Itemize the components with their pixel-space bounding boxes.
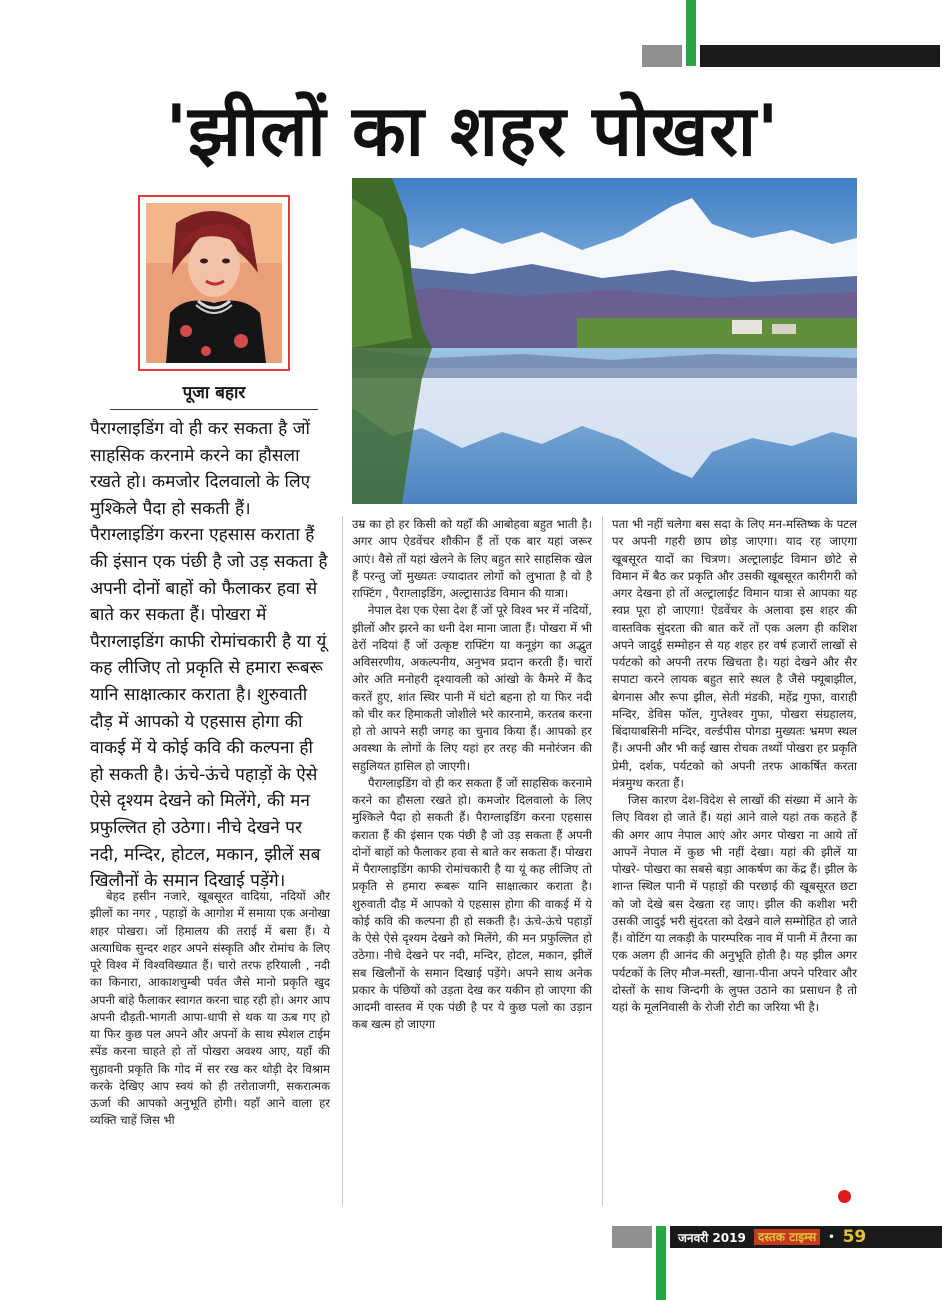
author-photo	[146, 203, 282, 363]
issue-date: जनवरी 2019	[678, 1230, 746, 1245]
header-green-accent-bar	[686, 0, 696, 66]
author-photo-frame	[138, 195, 290, 371]
article-paragraph: बेहद हसीन नजारे, खूबसूरत वादिया, नदियों और झीलों का नगर , पहाड़ों के आगोश में समाया एक अनोखा शहर पोखरा। जों हिमालय की तराई में बसा हैं। ये अत्याधिक सुन्दर शहर अपने संस्कृति और रोमांच के लिए पूरे विश्व में विश्वविख्यात हैं। चारो तरफ हरियाली , नदी का किनारा, आकाशचुम्बी पर्वत जैसे मानो प्रकृति खुद अपनी बांहे फैलाकर स्वागत करना चाह रही हो। अगर आप अपनी दौड़ती-भागती आपा-धापी से थक या ऊब गए हो या फिर कुछ पल अपने और अपनों के साथ स्पेशल टाईम स्पेंड करना चाहते हो तों पोखरा अवश्य आए, यहाँ की सुहावनी प्रकृति कि गोद में सर रख कर थोड़ी देर विश्राम करके देखिए आप स्वयं को ही तरोताजगी, सकरात्मक ऊर्जा की आपको अनुभूति होगी। यहाँ आने वाला हर व्यक्ति चाहें जिस भी	[90, 889, 330, 1128]
article-paragraph: पैराग्लाइडिंग वो ही कर सकता हैं जों साहसिक करनामे करने का हौसला रखते हो। कमजोर दिलवालो के लिए मुश्किले पैदा हो सकती हैं। पैराग्लाइडिंग करना एहसास कराता हैं की इंसान एक पंछी है जो उड़ सकता हैं अपनी दोनों बाहों को फैलाकर हवा से बाते कर सकता हैं। पोखरा में पैराग्लाइडिंग काफी रोमांचकारी है या यूं कह लीजिए तो प्रकृति से हमारा रूबरू यानि साक्षात्कार कराता है। शुरुवाती दौड़ में आपको ये एहसास होगा की वाकई में ये कोई कवि की कल्पना ही हो सकती है। ऊंचे-ऊंचे पहाड़ों के ऐसे ऐसे दृश्यम देखने को मिलेंगे, की मन प्रफुल्लित हो उठेगा। नीचे देखने पर नदी, मन्दिर, होटल, मकान, झीलें सब खिलौनों के समान दिखाई पड़ेंगे। अपने साथ अनेक प्रकार के पंछियों को उड़ता देख कर यकीन हो जाएगा की आदमी वास्तव में एक पंछी है पर ये कुछ पलो का उड़ान कब खत्म हो जाएगा	[352, 775, 592, 1032]
article-column-3	[612, 516, 857, 1016]
article-paragraph: उम्र का हो हर किसी को यहाँ की आबोहवा बहुत भाती है। अगर आप ऐडवेंचर शौकीन हैं तों एक बार यहां जरूर आएं। वैसे तों यहां खेलने के लिए बहुत सारे साहसिक खेल हैं परन्तु जों मुख्यतः ज्यादातर लोगों को लुभाता है वो है राफ्टिंग , पैराग्लाइडिंग, अल्ट्रासाउंड विमान की यात्रा।	[352, 517, 592, 600]
article-paragraph: जिस कारण देश-विदेश से लाखों की संख्या में आने के लिए विवश हो जाते हैं। यहां आने वाले यहां तक कहते हैं की अगर आप नेपाल आएं ओर अगर पोखरा ना आये तों आपनें नेपाल में कुछ भी नहीं देखा। यहां की झीलें या पोखरे- पोखरा का सबसे बड़ा आकर्षण का केंद्र हैं। झील के शान्त स्थिल पानी में पहाड़ों की परछाई की खूबसूरत छटा को जो देखे बस देखता रह जाए। झील की कशीश भरी उसकी जादुई भरी सुंदरता को देखने वाले सम्मोहित हो जाते हैं। वोटिंग या लकड़ी के पारम्परिक नाव में पानी में तैरना का एक अलग ही आनंद की अनुभूति होती है। यह झील अगर पर्यटकों के लिए मौज-मस्ती, खाना-पीना अपने परिवार और दोस्तों के साथ जिन्दगी के लुफ्त उठाने का प्रसाधन है तो यहां के मूलनिवासी के रोजी रोटी का जरिया भी है।	[612, 793, 857, 1014]
header-grey-block	[642, 45, 682, 67]
author-name: पूजा बहार	[110, 380, 318, 410]
pokhara-lake-photo	[352, 178, 857, 504]
article-column-2	[352, 516, 592, 1034]
header-black-bar	[700, 45, 940, 67]
lead-paragraph: पैराग्लाइडिंग वो ही कर सकता है जों साहसिक करनामे करने का हौसला रखते हो। कमजोर दिलवालो के लिए मुश्किले पैदा हो सकती हैं। पैराग्लाइडिंग करना एहसास कराता हैं की इंसान एक पंछी है जो उड़ सकता है अपनी दोनों बाहों को फैलाकर हवा से बाते कर सकता हैं। पोखरा में पैराग्लाइडिंग काफी रोमांचकारी है या यूं कह लीजिए तो प्रकृति से हमारा रूबरू यानि साक्षात्कार कराता है। शुरुवाती दौड़ में आपको ये एहसास होगा की वाकई में ये कोई कवि की कल्पना ही हो सकती है। ऊंचे-ऊंचे पहाड़ों के ऐसे ऐसे दृश्यम देखने को मिलेंगे, की मन प्रफुल्लित हो उठेगा। नीचे देखने पर नदी, मन्दिर, होटल, मकान, झीलें सब खिलौनों के समान दिखाई पड़ेंगे।	[90, 419, 328, 892]
article-paragraph: नेपाल देश एक ऐसा देश हैं जों पूरे विश्व भर में नदियों, झीलों और झरने का धनी देश माना जाता हैं। पोखरा में भी ढेरों नदियां हैं जों उत्कृष्ट राफ्टिंग या कनूइंग का अद्भुत अविसरणीय, अकल्पनीय, अनुभव प्रदान करती हैं। चारों ओर अति मनोहरी दृश्यावली को आंखो के कैमरे में कैद करतें हुए, शांत स्थिर पानी में घंटो बहना हो या फिर नदी को चीर कर हिमाकती जोशीले भरे कारनामे, करतब करना हो तो आपने सही जगह का चुनाव किया हैं। आपको हर अवस्था के लोगों के लिए यहां हर तरह की मनोरंजन की सहुलियत हासिल हो जाएगी।	[352, 603, 592, 773]
column-divider	[342, 516, 343, 1206]
footer-green-accent-bar	[656, 1226, 666, 1300]
article-column-1	[90, 888, 330, 1130]
footer-grey-block	[612, 1226, 652, 1248]
article-end-marker	[838, 1190, 851, 1203]
article-paragraph: पता भी नहीं चलेगा बस सदा के लिए मन-मस्तिष्क के पटल पर अपनी गहरी छाप छोड़ जाएगा। याद रह जाएगा खूबसूरत यादों का चित्रण। अल्ट्रालाईट विमान छोटे से विमान में बैठ कर प्रकृति और उसकी खूबसूरत कारीगरी को अगर देखना हो तों अल्ट्रालाईट विमान यात्रा से आपका यह स्वप्न पूरा हो जाएगा! ऐडवेंचर के अलावा इस शहर की वास्तविक सुंदरता की बात करें तों एक अलग ही कशिश अपने जादुई सम्मोहन से यह शहर हर वर्ष हजारों लाखों से पर्यटको को अपनी तरफ खिचता है। यहां देखने और सैर सपाटा करने लायक बहुत सारे स्थल है जैसे फ्यूबाझील, बेगनास और रूपा झील, सेती मंडकी, महेंद्र गुफा, वाराही मन्दिर, डेविस फॉल, गुप्तेश्वर गुफा, पोखरा संग्रहालय, बिंदायाबसिनी मन्दिर, वर्ल्डपीस पोगडा मुख्यतः भ्रमण स्थल हैं। अपनी और भी कई खास रोचक तथ्यों पोखरा हर प्रकृति प्रेमी, दर्शक, पर्यटको को अपनी तरफ आकर्षित करता मंत्रमुग्ध करता हैं।	[612, 517, 857, 790]
footer-separator: •	[828, 1231, 835, 1243]
footer-bar	[670, 1226, 942, 1248]
page-number: 59	[842, 1227, 867, 1247]
column-divider	[602, 516, 603, 1206]
article-headline: 'झीलों का शहर पोखरा'	[165, 90, 780, 172]
magazine-logo: दस्तक टाइम्स	[754, 1229, 820, 1245]
